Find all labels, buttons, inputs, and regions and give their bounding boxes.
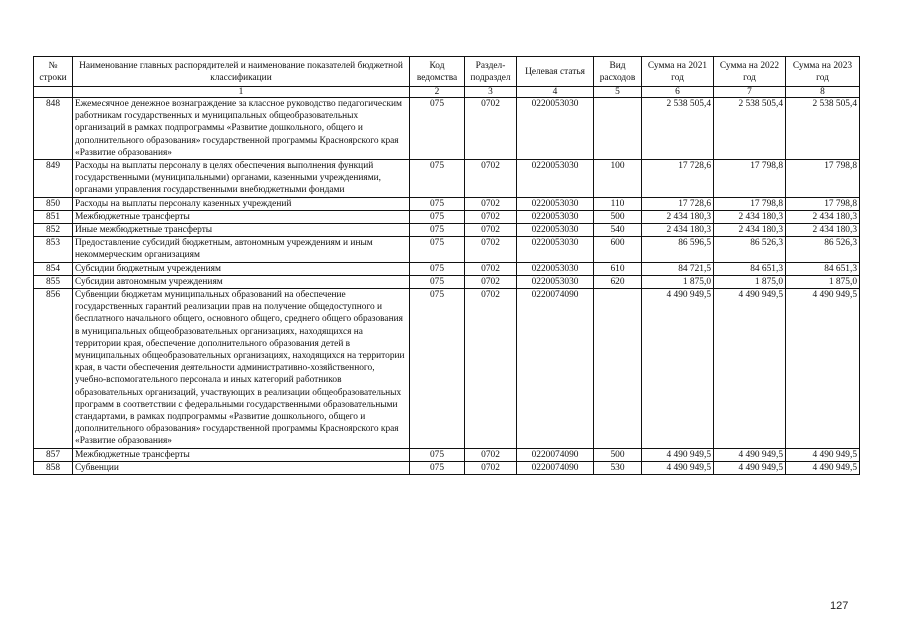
column-number: 4 xyxy=(517,87,594,98)
row-sum-2023: 17 798,8 xyxy=(786,197,860,210)
row-code: 075 xyxy=(410,289,465,449)
row-sum-2023: 2 538 505,4 xyxy=(786,98,860,160)
header-sum-2023: Сумма на 2023 год xyxy=(786,57,860,87)
header-type: Вид расходов xyxy=(594,57,642,87)
row-sum-2021: 2 434 180,3 xyxy=(642,224,714,237)
row-code: 075 xyxy=(410,160,465,198)
row-sum-2022: 2 538 505,4 xyxy=(714,98,786,160)
row-code: 075 xyxy=(410,262,465,275)
row-sum-2021: 86 596,5 xyxy=(642,237,714,262)
row-code: 075 xyxy=(410,448,465,461)
table-row xyxy=(34,224,860,237)
row-sum-2023: 4 490 949,5 xyxy=(786,461,860,474)
row-sum-2021: 17 728,6 xyxy=(642,160,714,198)
row-type: 540 xyxy=(594,224,642,237)
row-section: 0702 xyxy=(465,160,517,198)
row-sum-2023: 1 875,0 xyxy=(786,275,860,288)
table-row xyxy=(34,289,860,449)
row-sum-2023: 4 490 949,5 xyxy=(786,448,860,461)
row-type: 610 xyxy=(594,262,642,275)
row-name: Межбюджетные трансферты xyxy=(73,210,410,223)
table-row xyxy=(34,275,860,288)
row-sum-2021: 1 875,0 xyxy=(642,275,714,288)
row-name: Расходы на выплаты персоналу в целях обеспечения выполнения функций государственными (муниципальными) органами, казенными учреждениями, органами управления государственными внебюджетными фондами xyxy=(73,160,410,198)
column-number-row xyxy=(34,87,860,98)
row-type: 600 xyxy=(594,237,642,262)
row-sum-2023: 84 651,3 xyxy=(786,262,860,275)
row-sum-2022: 1 875,0 xyxy=(714,275,786,288)
row-name: Субвенции бюджетам муниципальных образований на обеспечение государственных гарантий реализации прав на получение общедоступного и бесплатного начального общего, основного общего, среднего общего образования в муниципальных общеобразовательных организациях, находящихся на территории края, обеспечение дополнительного образования детей в муниципальных общеобразовательных организациях, находящихся на территории края, в части обеспечения деятельности административно-хозяйственного, учебно-вспомогательного персонала и иных категорий работников образовательных организаций, участвующих в реализации общеобразовательных программ в соответствии с федеральными государственными образовательными стандартами, в рамках подпрограммы «Развитие дошкольного, общего и дополнительного образования» государственной программы Красноярского края «Развитие образования» xyxy=(73,289,410,449)
row-type: 500 xyxy=(594,210,642,223)
row-sum-2022: 86 526,3 xyxy=(714,237,786,262)
row-sum-2021: 4 490 949,5 xyxy=(642,289,714,449)
row-name: Межбюджетные трансферты xyxy=(73,448,410,461)
row-sum-2021: 2 434 180,3 xyxy=(642,210,714,223)
row-name: Предоставление субсидий бюджетным, автономным учреждениям и иным некоммерческим организациям xyxy=(73,237,410,262)
table-row xyxy=(34,160,860,198)
row-number: 854 xyxy=(34,262,73,275)
header-sum-2022: Сумма на 2022 год xyxy=(714,57,786,87)
row-sum-2022: 4 490 949,5 xyxy=(714,289,786,449)
row-number: 853 xyxy=(34,237,73,262)
row-target: 0220074090 xyxy=(517,461,594,474)
row-number: 849 xyxy=(34,160,73,198)
row-number: 855 xyxy=(34,275,73,288)
row-target: 0220074090 xyxy=(517,289,594,449)
budget-table xyxy=(33,56,860,475)
column-number: 7 xyxy=(714,87,786,98)
row-sum-2022: 84 651,3 xyxy=(714,262,786,275)
row-sum-2023: 4 490 949,5 xyxy=(786,289,860,449)
row-sum-2023: 86 526,3 xyxy=(786,237,860,262)
row-sum-2023: 2 434 180,3 xyxy=(786,210,860,223)
row-target: 0220053030 xyxy=(517,197,594,210)
row-target: 0220053030 xyxy=(517,237,594,262)
row-name: Иные межбюджетные трансферты xyxy=(73,224,410,237)
row-sum-2021: 84 721,5 xyxy=(642,262,714,275)
row-sum-2021: 4 490 949,5 xyxy=(642,448,714,461)
row-name: Субсидии бюджетным учреждениям xyxy=(73,262,410,275)
page-number: 127 xyxy=(830,600,849,612)
row-type: 500 xyxy=(594,448,642,461)
row-type xyxy=(594,98,642,160)
row-section: 0702 xyxy=(465,210,517,223)
row-type: 620 xyxy=(594,275,642,288)
row-number: 858 xyxy=(34,461,73,474)
header-sum-2021: Сумма на 2021 год xyxy=(642,57,714,87)
row-sum-2022: 17 798,8 xyxy=(714,160,786,198)
column-number: 1 xyxy=(73,87,410,98)
column-number: 8 xyxy=(786,87,860,98)
row-type: 110 xyxy=(594,197,642,210)
table-row xyxy=(34,448,860,461)
row-code: 075 xyxy=(410,224,465,237)
row-target: 0220053030 xyxy=(517,275,594,288)
row-section: 0702 xyxy=(465,197,517,210)
row-sum-2023: 2 434 180,3 xyxy=(786,224,860,237)
row-name: Субсидии автономным учреждениям xyxy=(73,275,410,288)
row-section: 0702 xyxy=(465,237,517,262)
row-number: 851 xyxy=(34,210,73,223)
row-code: 075 xyxy=(410,237,465,262)
row-sum-2022: 4 490 949,5 xyxy=(714,461,786,474)
header-target: Целевая статья xyxy=(517,57,594,87)
row-code: 075 xyxy=(410,461,465,474)
row-number: 857 xyxy=(34,448,73,461)
header-name: Наименование главных распорядителей и наименование показателей бюджетной классификации xyxy=(73,57,410,87)
table-body xyxy=(34,98,860,475)
row-section: 0702 xyxy=(465,461,517,474)
row-target: 0220053030 xyxy=(517,160,594,198)
row-sum-2022: 2 434 180,3 xyxy=(714,224,786,237)
row-target: 0220053030 xyxy=(517,98,594,160)
row-target: 0220053030 xyxy=(517,262,594,275)
row-section: 0702 xyxy=(465,289,517,449)
column-number xyxy=(34,87,73,98)
row-sum-2022: 2 434 180,3 xyxy=(714,210,786,223)
column-number: 5 xyxy=(594,87,642,98)
row-section: 0702 xyxy=(465,448,517,461)
row-sum-2022: 17 798,8 xyxy=(714,197,786,210)
header-row-no: № строки xyxy=(34,57,73,87)
row-sum-2023: 17 798,8 xyxy=(786,160,860,198)
row-section: 0702 xyxy=(465,262,517,275)
table-row xyxy=(34,197,860,210)
row-type: 100 xyxy=(594,160,642,198)
row-target: 0220074090 xyxy=(517,448,594,461)
row-number: 856 xyxy=(34,289,73,449)
header-code: Код ведомства xyxy=(410,57,465,87)
row-number: 848 xyxy=(34,98,73,160)
header-row xyxy=(34,57,860,87)
row-sum-2021: 2 538 505,4 xyxy=(642,98,714,160)
row-target: 0220053030 xyxy=(517,210,594,223)
table-row xyxy=(34,262,860,275)
table-row xyxy=(34,461,860,474)
row-code: 075 xyxy=(410,210,465,223)
table-row xyxy=(34,210,860,223)
row-sum-2021: 4 490 949,5 xyxy=(642,461,714,474)
row-name: Субвенции xyxy=(73,461,410,474)
row-section: 0702 xyxy=(465,275,517,288)
row-sum-2021: 17 728,6 xyxy=(642,197,714,210)
column-number: 3 xyxy=(465,87,517,98)
row-number: 850 xyxy=(34,197,73,210)
row-type: 530 xyxy=(594,461,642,474)
header-section: Раздел-подраздел xyxy=(465,57,517,87)
row-code: 075 xyxy=(410,275,465,288)
row-section: 0702 xyxy=(465,98,517,160)
row-target: 0220053030 xyxy=(517,224,594,237)
table-row xyxy=(34,237,860,262)
row-sum-2022: 4 490 949,5 xyxy=(714,448,786,461)
row-name: Расходы на выплаты персоналу казенных учреждений xyxy=(73,197,410,210)
row-code: 075 xyxy=(410,197,465,210)
column-number: 6 xyxy=(642,87,714,98)
row-number: 852 xyxy=(34,224,73,237)
row-section: 0702 xyxy=(465,224,517,237)
column-number: 2 xyxy=(410,87,465,98)
row-name: Ежемесячное денежное вознаграждение за классное руководство педагогическим работникам государственных и муниципальных общеобразовательных организаций в рамках подпрограммы «Развитие дошкольного, общего и дополнительного образования» государственной программы Красноярского края «Развитие образования» xyxy=(73,98,410,160)
table-row xyxy=(34,98,860,160)
row-code: 075 xyxy=(410,98,465,160)
row-type xyxy=(594,289,642,449)
